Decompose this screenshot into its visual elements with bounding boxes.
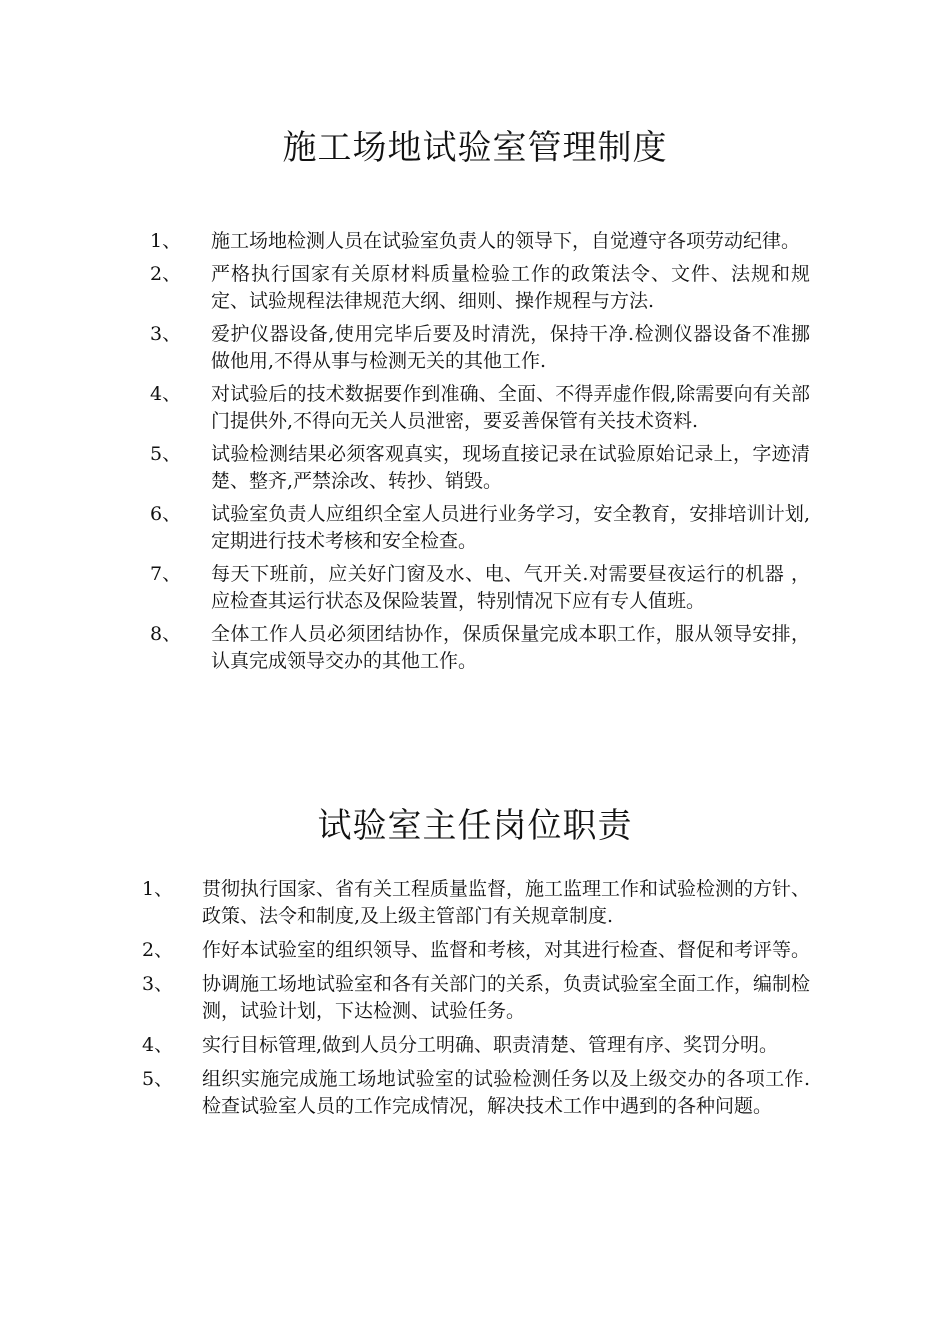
item-number: 3、	[150, 323, 182, 345]
list-item	[142, 1032, 810, 1059]
list-item	[150, 321, 810, 375]
item-text: 严格执行国家有关原材料质量检验工作的政策法令、文件、法规和规定、试验规程法律规范大纲、细则、操作规程与方法.	[211, 263, 810, 312]
item-number: 1、	[150, 230, 182, 252]
item-number: 7、	[150, 563, 182, 585]
list-item	[150, 261, 810, 315]
item-text: 每天下班前，应关好门窗及水、电、气开关.对需要昼夜运行的机器 ，应检查其运行状态及保险装置，特别情况下应有专人值班。	[211, 563, 810, 612]
list-item	[142, 1066, 810, 1120]
item-number: 2、	[142, 939, 174, 961]
item-text: 实行目标管理,做到人员分工明确、职责清楚、管理有序、奖罚分明。	[202, 1034, 779, 1056]
item-number: 4、	[142, 1034, 174, 1056]
list-item	[150, 621, 810, 675]
item-number: 6、	[150, 503, 182, 525]
list-item	[142, 971, 810, 1025]
list-item	[150, 381, 810, 435]
item-number: 5、	[150, 443, 182, 465]
item-text: 施工场地检测人员在试验室负责人的领导下，自觉遵守各项劳动纪律。	[211, 230, 801, 252]
list-item	[142, 876, 810, 930]
list-item	[142, 937, 810, 964]
list-item	[150, 228, 810, 255]
item-number: 3、	[142, 973, 174, 995]
item-number: 4、	[150, 383, 182, 405]
section1-title: 施工场地试验室管理制度	[282, 128, 668, 168]
section2-title: 试验室主任岗位职责	[317, 806, 633, 846]
list-item	[150, 501, 810, 555]
item-text: 对试验后的技术数据要作到准确、全面、不得弄虚作假,除需要向有关部门提供外,不得向无关人员泄密，要妥善保管有关技术资料.	[211, 383, 810, 432]
item-text: 组织实施完成施工场地试验室的试验检测任务以及上级交办的各项工作.检查试验室人员的工作完成情况，解决技术工作中遇到的各种问题。	[202, 1068, 810, 1117]
section1-list	[150, 228, 810, 681]
item-text: 贯彻执行国家、省有关工程质量监督，施工监理工作和试验检测的方针、政策、法令和制度,及上级主管部门有关规章制度.	[202, 878, 811, 927]
item-text: 作好本试验室的组织领导、监督和考核，对其进行检查、督促和考评等。	[202, 939, 811, 961]
list-item	[150, 561, 810, 615]
item-text: 试验室负责人应组织全室人员进行业务学习，安全教育，安排培训计划,定期进行技术考核和安全检查。	[211, 503, 810, 552]
item-number: 1、	[142, 878, 174, 900]
item-text: 协调施工场地试验室和各有关部门的关系，负责试验室全面工作，编制检测，试验计划，下达检测、试验任务。	[202, 973, 811, 1022]
section2-list	[142, 876, 810, 1127]
item-text: 试验检测结果必须客观真实，现场直接记录在试验原始记录上，字迹清楚、整齐,严禁涂改、转抄、销毁。	[211, 443, 810, 492]
item-text: 爱护仪器设备,使用完毕后要及时清洗，保持干净.检测仪器设备不准挪做他用,不得从事与检测无关的其他工作.	[211, 323, 810, 372]
item-number: 8、	[150, 623, 182, 645]
item-text: 全体工作人员必须团结协作，保质保量完成本职工作，服从领导安排，认真完成领导交办的其他工作。	[211, 623, 810, 672]
list-item	[150, 441, 810, 495]
item-number: 2、	[150, 263, 182, 285]
item-number: 5、	[142, 1068, 174, 1090]
